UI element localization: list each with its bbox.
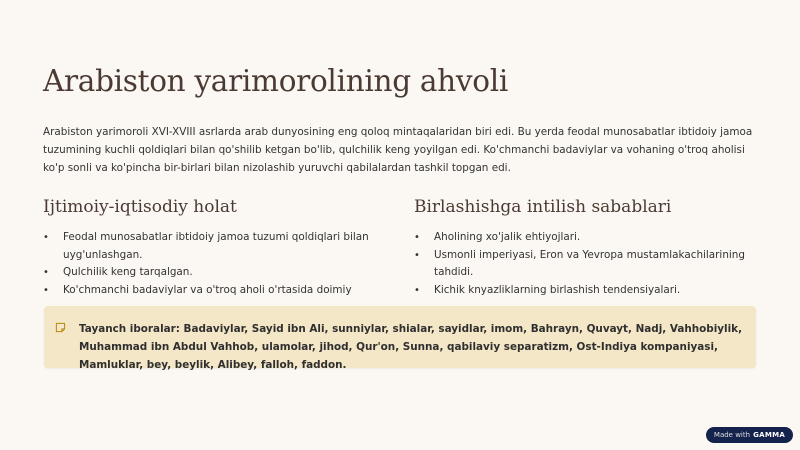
made-with-gamma-badge[interactable] — [706, 427, 793, 443]
list-item-text: Ko'chmanchi badaviylar va o'troq aholi o'rtasida doimiy — [63, 283, 352, 296]
badge-prefix: Made with — [713, 431, 751, 439]
list-item — [414, 247, 764, 282]
left-column-heading: Ijtimoiy-iqtisodiy holat — [43, 197, 237, 217]
badge-brand: GAMMA — [753, 431, 786, 439]
list-item-text: Usmonli imperiyasi, Eron va Yevropa mustamlakachilarining tahdidi. — [434, 248, 745, 278]
left-bullet-list — [43, 229, 379, 299]
note-icon — [55, 322, 66, 333]
list-item — [43, 229, 379, 264]
key-terms-callout — [44, 306, 756, 371]
bullet-icon: • — [414, 284, 420, 296]
slide-title: Arabiston yarimorolining ahvoli — [43, 64, 508, 98]
list-item-text: Feodal munosabatlar ibtidoiy jamoa tuzumi qoldiqlari bilan uyg'unlashgan. — [63, 231, 369, 261]
list-item — [414, 229, 764, 247]
bullet-icon: • — [43, 267, 49, 278]
right-column-heading: Birlashishga intilish sabablari — [414, 197, 672, 217]
bullet-icon: • — [414, 232, 420, 243]
list-item — [414, 282, 764, 300]
list-item-text: Kichik knyazliklarning birlashish tendensiyalari. — [434, 283, 681, 296]
list-item-text: Qulchilik keng tarqalgan. — [63, 266, 193, 278]
list-item — [43, 282, 379, 300]
bullet-icon: • — [43, 284, 49, 296]
right-bullet-list — [414, 229, 764, 299]
bullet-icon: • — [43, 232, 49, 243]
key-terms-text: Tayanch iboralar: Badaviylar, Sayid ibn Ali, sunniylar, shialar, sayidlar, imom, Bahrayn, Quvayt, Nadj, Vahhobiylik, Muhammad ibn Abdul Vahhob, ulamolar, jihod, Qur'on, Sunna, qabilaviy separatizm, Ost-Indiya kompaniyasi, Mamluklar, bey, beylik, Alibey, falloh, faddon. — [79, 323, 743, 371]
bullet-icon: • — [414, 249, 420, 261]
list-item-text: Aholining xo'jalik ehtiyojlari. — [434, 231, 581, 243]
list-item — [43, 264, 379, 282]
intro-paragraph: Arabiston yarimoroli XVI-XVIII asrlarda arab dunyosining eng qoloq mintaqalaridan biri edi. Bu yerda feodal munosabatlar ibtidoiy jamoa tuzumining kuchli qoldiqlari bilan qo'shilib ketgan bo'lib, qulchilik keng yoyilgan edi. Ko'chmanchi badaviylar va vohaning o'troq aholisi ko'p sonli va ko'pincha bir-birlari bilan nizolashib yuruvchi qabilalardan tashkil topgan edi. — [43, 126, 753, 174]
